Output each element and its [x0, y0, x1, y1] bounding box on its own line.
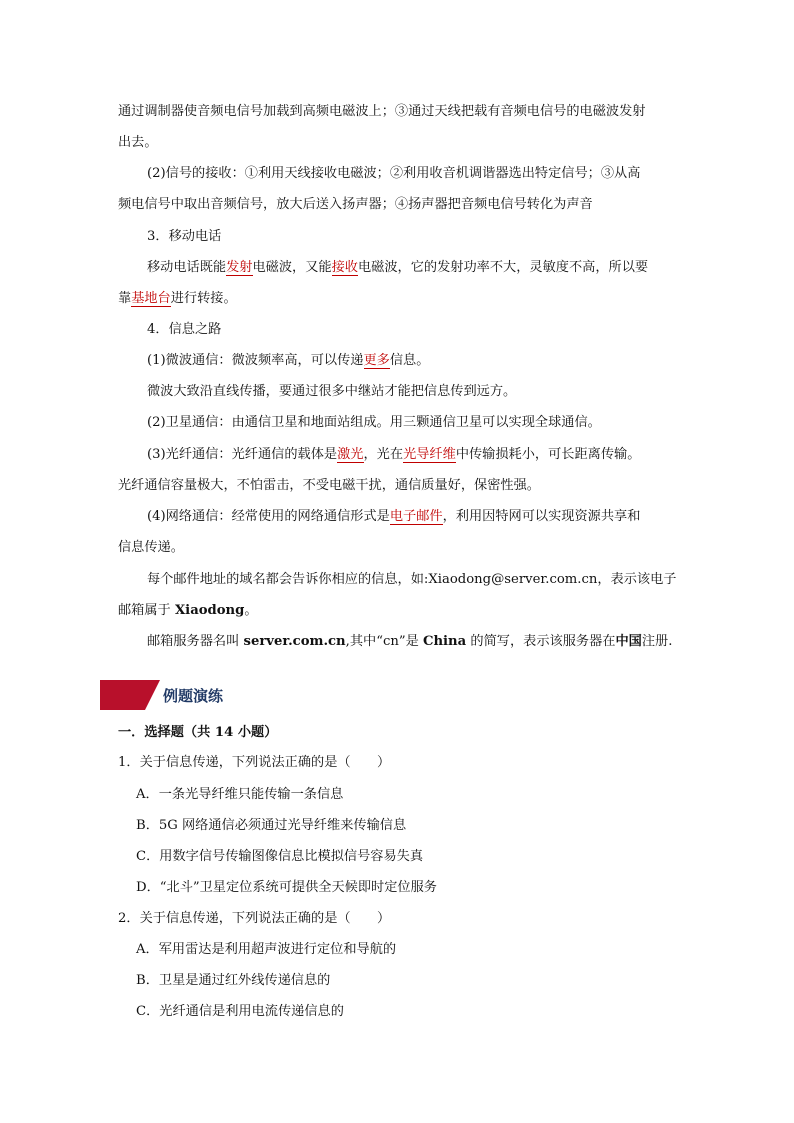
- question-option: D．“北斗”卫星定位系统可提供全天候即时定位服务: [136, 880, 437, 895]
- question-option: C．用数字信号传输图像信息比模拟信号容易失真: [136, 849, 424, 864]
- text-line: 频电信号中取出音频信号，放大后送入扬声器；④扬声器把音频电信号转化为声音: [118, 197, 593, 212]
- text-line: 光纤通信容量极大，不怕雷击，不受电磁干扰，通信质量好，保密性强。: [118, 478, 540, 493]
- keyword: 电子邮件: [389, 509, 443, 524]
- question-option: A．一条光导纤维只能传输一条信息: [136, 787, 344, 802]
- text-line: 通过调制器使音频电信号加载到高频电磁波上；③通过天线把载有音频电信号的电磁波发射: [118, 104, 646, 119]
- keyword: 激光: [337, 447, 364, 462]
- text-line: (2)信号的接收：①利用天线接收电磁波；②利用收音机调谐器选出特定信号；③从高: [147, 166, 641, 181]
- section-heading: 3．移动电话: [147, 229, 222, 244]
- text-line: (4)网络通信：经常使用的网络通信形式是电子邮件，利用因特网可以实现资源共享和: [147, 509, 641, 524]
- text-line: 出去。: [118, 135, 158, 150]
- section-banner: [100, 680, 500, 710]
- text-line: 移动电话既能发射电磁波，又能接收电磁波，它的发射功率不大，灵敏度不高，所以要: [147, 260, 649, 275]
- question-option: B．卫星是通过红外线传递信息的: [136, 973, 331, 988]
- text-line: (3)光纤通信：光纤通信的载体是激光，光在光导纤维中传输损耗小，可长距离传输。: [147, 447, 641, 462]
- keyword: 光导纤维: [403, 447, 456, 462]
- text-line: 微波大致沿直线传播，要通过很多中继站才能把信息传到远方。: [147, 384, 517, 399]
- text-line: 靠基地台进行转接。: [118, 291, 237, 306]
- question-option: A．军用雷达是利用超声波进行定位和导航的: [136, 942, 397, 957]
- keyword: 发射: [226, 260, 253, 275]
- text-line: (1)微波通信：微波频率高，可以传递更多信息。: [147, 353, 430, 368]
- text-line: 每个邮件地址的域名都会告诉你相应的信息，如:Xiaodong@server.com.cn，表示该电子: [147, 572, 677, 587]
- banner-title: 例题演练: [163, 687, 224, 705]
- section-heading: 4．信息之路: [147, 322, 222, 337]
- keyword: 更多: [363, 353, 390, 368]
- question-option: C．光纤通信是利用电流传递信息的: [136, 1004, 344, 1019]
- question-stem: 2．关于信息传递，下列说法正确的是（ ）: [118, 911, 391, 926]
- text-line: 信息传递。: [118, 540, 184, 555]
- text-line: 邮箱属于 Xiaodong。: [118, 603, 258, 618]
- quiz-section-title: 一．选择题（共 14 小题）: [118, 725, 278, 740]
- text-line: (2)卫星通信：由通信卫星和地面站组成。用三颗通信卫星可以实现全球通信。: [147, 415, 601, 430]
- question-stem: 1．关于信息传递，下列说法正确的是（ ）: [118, 755, 391, 770]
- keyword: 接收: [331, 260, 358, 275]
- banner-decoration: [100, 680, 160, 710]
- keyword: 基地台: [131, 291, 171, 306]
- question-option: B．5G 网络通信必须通过光导纤维来传输信息: [136, 818, 407, 833]
- text-line: 邮箱服务器名叫 server.com.cn,其中“cn”是 China 的简写，表示该服务器在中国注册.: [147, 634, 673, 649]
